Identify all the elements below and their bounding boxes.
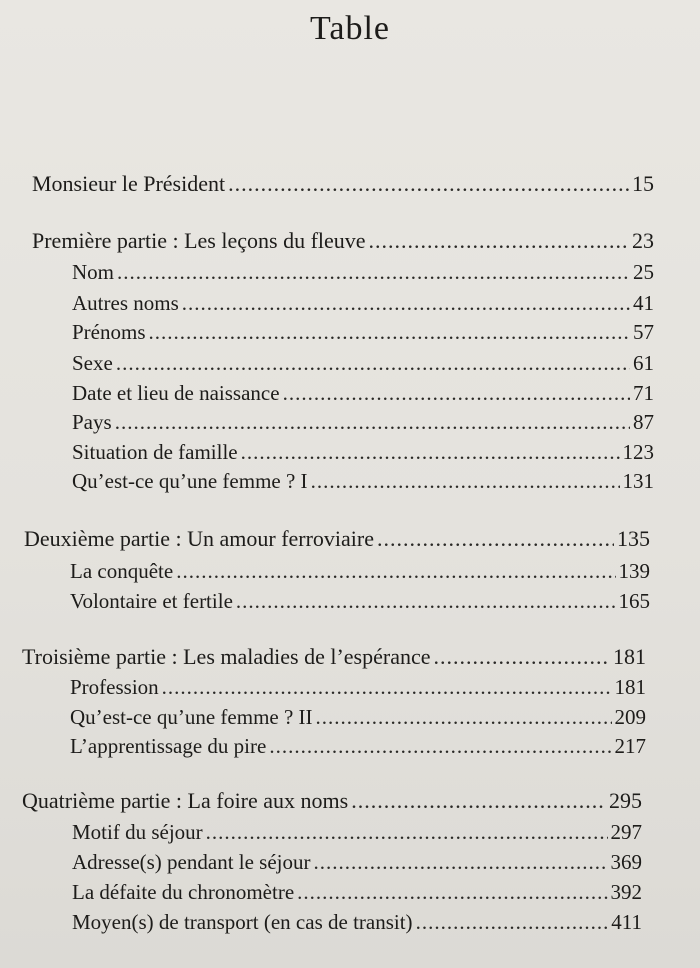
page-title: Table bbox=[309, 10, 391, 47]
toc-entry-page: 181 bbox=[614, 675, 646, 699]
toc-entry-label: Situation de famille bbox=[72, 440, 238, 464]
toc-entry-la-conquete bbox=[70, 557, 650, 585]
dot-leader bbox=[377, 525, 614, 553]
toc-entry-page: 411 bbox=[611, 910, 642, 934]
dot-leader bbox=[369, 227, 629, 255]
dot-leader bbox=[149, 318, 631, 346]
toc-entry-label: La défaite du chronomètre bbox=[72, 880, 295, 904]
toc-entry-pays bbox=[72, 408, 654, 436]
toc-entry-page: 369 bbox=[610, 850, 642, 874]
toc-entry-label: La conquête bbox=[70, 559, 174, 583]
toc-entry-label: Adresse(s) pendant le séjour bbox=[72, 850, 311, 874]
toc-entry-quest-ce-quune-femme-i bbox=[72, 467, 654, 495]
toc-entry-label: Pays bbox=[72, 410, 112, 434]
toc-entry-troisieme-partie bbox=[22, 643, 646, 671]
dot-leader bbox=[182, 289, 630, 317]
toc-entry-autres-noms bbox=[72, 289, 654, 317]
dot-leader bbox=[241, 438, 620, 466]
dot-leader bbox=[176, 557, 615, 585]
dot-leader bbox=[269, 732, 611, 760]
toc-entry-label: Prénoms bbox=[72, 320, 146, 344]
toc-entry-monsieur-le-president bbox=[32, 170, 654, 198]
dot-leader bbox=[116, 349, 630, 377]
toc-entry-profession bbox=[70, 673, 646, 701]
toc-entry-page: 25 bbox=[633, 260, 654, 284]
dot-leader bbox=[283, 379, 630, 407]
toc-entry-page: 87 bbox=[633, 410, 654, 434]
toc-entry-label: Troisième partie : Les maladies de l’espérance bbox=[22, 644, 431, 669]
dot-leader bbox=[314, 848, 608, 876]
toc-entry-label: Première partie : Les leçons du fleuve bbox=[32, 228, 366, 253]
toc-entry-sexe bbox=[72, 349, 654, 377]
toc-entry-label: Motif du séjour bbox=[72, 820, 203, 844]
toc-entry-page: 71 bbox=[633, 381, 654, 405]
toc-entry-page: 295 bbox=[609, 788, 642, 813]
toc-entry-situation-de-famille bbox=[72, 438, 654, 466]
dot-leader bbox=[416, 908, 609, 936]
dot-leader bbox=[206, 818, 608, 846]
toc-entry-page: 61 bbox=[633, 351, 654, 375]
toc-entry-page: 165 bbox=[618, 589, 650, 613]
dot-leader bbox=[162, 673, 612, 701]
dot-leader bbox=[117, 258, 630, 286]
toc-entry-quatrieme-partie bbox=[22, 787, 642, 815]
toc-entry-page: 23 bbox=[632, 228, 654, 253]
toc-entry-date-et-lieu-de-naissance bbox=[72, 379, 654, 407]
toc-entry-page: 131 bbox=[622, 469, 654, 493]
toc-entry-label: Monsieur le Président bbox=[32, 171, 226, 196]
dot-leader bbox=[236, 587, 616, 615]
toc-entry-deuxieme-partie bbox=[24, 525, 650, 553]
toc-entry-motif-du-sejour bbox=[72, 818, 642, 846]
toc-entry-page: 181 bbox=[613, 644, 646, 669]
dot-leader bbox=[297, 878, 607, 906]
toc-entry-label: Nom bbox=[72, 260, 114, 284]
toc-entry-label: Qu’est-ce qu’une femme ? II bbox=[70, 705, 313, 729]
toc-entry-page: 217 bbox=[614, 734, 646, 758]
dot-leader bbox=[311, 467, 620, 495]
toc-entry-moyens-de-transport bbox=[72, 908, 642, 936]
toc-entry-prenoms bbox=[72, 318, 654, 346]
toc-entry-page: 139 bbox=[618, 559, 650, 583]
toc-entry-page: 297 bbox=[610, 820, 642, 844]
toc-entry-label: Qu’est-ce qu’une femme ? I bbox=[72, 469, 308, 493]
toc-entry-label: Sexe bbox=[72, 351, 113, 375]
toc-entry-label: L’apprentissage du pire bbox=[70, 734, 267, 758]
toc-entry-page: 392 bbox=[610, 880, 642, 904]
toc-entry-page: 15 bbox=[632, 171, 654, 196]
toc-entry-label: Date et lieu de naissance bbox=[72, 381, 280, 405]
dot-leader bbox=[433, 643, 610, 671]
toc-entry-label: Autres noms bbox=[72, 291, 179, 315]
dot-leader bbox=[351, 787, 606, 815]
toc-entry-label: Profession bbox=[70, 675, 159, 699]
toc-entry-premiere-partie bbox=[32, 227, 654, 255]
toc-entry-adresses-pendant-le-sejour bbox=[72, 848, 642, 876]
toc-entry-label: Deuxième partie : Un amour ferroviaire bbox=[24, 526, 375, 551]
toc-entry-volontaire-et-fertile bbox=[70, 587, 650, 615]
toc-entry-label: Moyen(s) de transport (en cas de transit) bbox=[72, 910, 413, 934]
toc-entry-page: 209 bbox=[614, 705, 646, 729]
toc-entry-lapprentissage-du-pire bbox=[70, 732, 646, 760]
toc-entry-page: 57 bbox=[633, 320, 654, 344]
toc-entry-label: Volontaire et fertile bbox=[70, 589, 233, 613]
dot-leader bbox=[316, 703, 612, 731]
toc-entry-label: Quatrième partie : La foire aux noms bbox=[22, 788, 349, 813]
dot-leader bbox=[115, 408, 630, 436]
toc-entry-quest-ce-quune-femme-ii bbox=[70, 703, 646, 731]
toc-entry-nom bbox=[72, 258, 654, 286]
toc-entry-page: 123 bbox=[622, 440, 654, 464]
toc-entry-la-defaite-du-chronometre bbox=[72, 878, 642, 906]
dot-leader bbox=[228, 170, 629, 198]
toc-entry-page: 135 bbox=[617, 526, 650, 551]
toc-entry-page: 41 bbox=[633, 291, 654, 315]
